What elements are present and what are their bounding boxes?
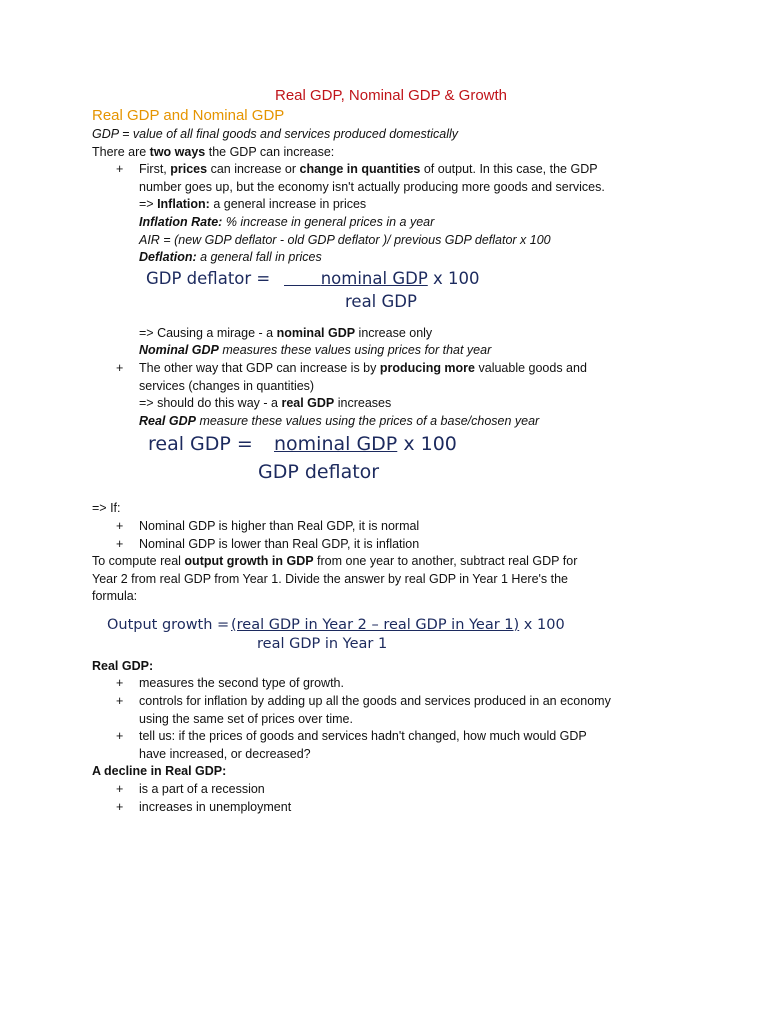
compute-line: To compute real output growth in GDP from one year to another, subtract real GDP for (92, 554, 578, 569)
list-item-cont: number goes up, but the economy isn't actually producing more goods and services. (139, 179, 605, 194)
formula-numerator: nominal GDP x 100 (274, 433, 457, 456)
list-item-cont: services (changes in quantities) (139, 378, 315, 393)
formula-numerator: nominal GDP x 100 (320, 268, 480, 288)
air-line: AIR = (new GDP deflator - old GDP deflator )/ previous GDP deflator x 100 (139, 232, 551, 247)
list-item-cont: have increased, or decreased? (139, 746, 311, 761)
if-label: => If: (92, 501, 121, 516)
formula-denominator: GDP deflator (258, 461, 380, 484)
list-item: + measures the second type of growth. (116, 676, 344, 691)
two-ways-line: There are two ways the GDP can increase: (92, 144, 335, 159)
formula-lhs: real GDP = (148, 433, 253, 456)
real-gdp-formula (92, 430, 682, 500)
real-gdp-definition: Real GDP measure these values using the prices of a base/chosen year (139, 413, 540, 428)
page-title: Real GDP, Nominal GDP & Growth (274, 87, 508, 104)
formula-denominator: real GDP (345, 291, 417, 311)
list-item: + is a part of a recession (116, 782, 265, 797)
output-growth-formula (92, 606, 682, 658)
compute-line: formula: (92, 589, 138, 604)
list-item-cont: using the same set of prices over time. (139, 711, 353, 726)
mirage-line: => Causing a mirage - a nominal GDP increase only (139, 325, 433, 340)
inflation-line: => Inflation: a general increase in prices (139, 197, 367, 212)
formula-denominator: real GDP in Year 1 (257, 635, 388, 652)
list-item: + increases in unemployment (116, 799, 292, 814)
list-item: + First, prices can increase or change in quantities of output. In this case, the GDP (116, 162, 598, 177)
nominal-definition: Nominal GDP measures these values using prices for that year (139, 343, 492, 358)
formula-lhs: GDP deflator = (146, 268, 271, 288)
formula-numerator: (real GDP in Year 2 – real GDP in Year 1) x 100 (231, 616, 565, 633)
compute-line: Year 2 from real GDP from Year 1. Divide the answer by real GDP in Year 1 Here's the (92, 571, 569, 586)
real-gdp-heading: Real GDP: (92, 658, 154, 673)
real-gdp-increase-line: => should do this way - a real GDP increases (139, 396, 392, 411)
decline-heading: A decline in Real GDP: (92, 764, 227, 779)
document-page (92, 86, 682, 816)
gdp-deflator-formula (92, 267, 682, 325)
list-item: + Nominal GDP is higher than Real GDP, it is normal (116, 518, 420, 533)
list-item: + The other way that GDP can increase is by producing more valuable goods and (116, 360, 587, 375)
list-item: + Nominal GDP is lower than Real GDP, it is inflation (116, 536, 420, 551)
inflation-rate-line: Inflation Rate: % increase in general prices in a year (139, 214, 435, 229)
section-heading: Real GDP and Nominal GDP (92, 107, 285, 124)
deflation-line: Deflation: a general fall in prices (139, 250, 322, 265)
list-item: + tell us: if the prices of goods and services hadn't changed, how much would GDP (116, 729, 587, 744)
list-item: + controls for inflation by adding up all the goods and services produced in an economy (116, 694, 611, 709)
gdp-definition: GDP = value of all final goods and services produced domestically (92, 127, 459, 141)
formula-lhs: Output growth = (107, 616, 230, 633)
